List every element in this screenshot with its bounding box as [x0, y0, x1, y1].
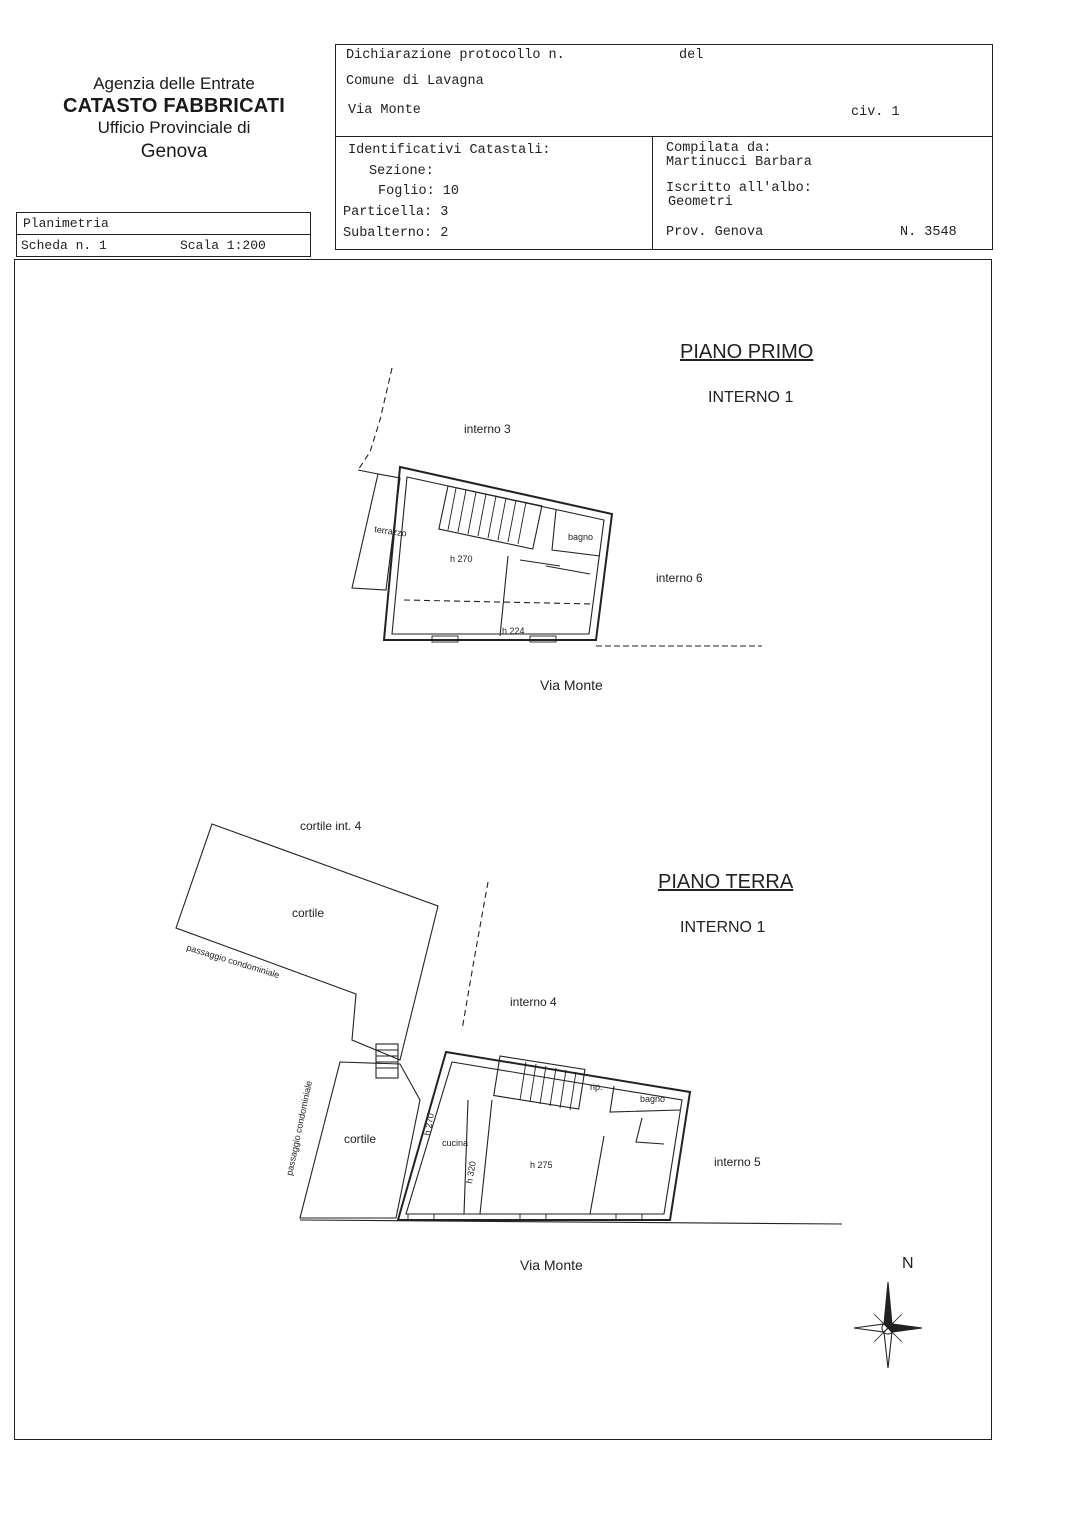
surveyor-name: Martinucci Barbara	[666, 155, 812, 170]
agency-name: Agenzia delle Entrate	[93, 74, 255, 93]
parcel-field: Particella: 3	[343, 205, 449, 220]
subunit-field: Subalterno: 2	[343, 226, 449, 241]
neighbor-unit-6: interno 6	[656, 571, 703, 585]
shared-passage-label: passaggio condominiale	[185, 942, 281, 981]
bathroom-wall	[636, 1118, 664, 1144]
municipality: Comune di Lavagna	[346, 74, 484, 89]
kitchen-wall	[480, 1100, 492, 1214]
partition-wall	[546, 566, 590, 574]
street-address: Via Monte	[348, 103, 421, 118]
terrace-label: terrazzo	[373, 524, 408, 539]
bathroom-label: bagno	[568, 532, 594, 542]
corridor-wall	[464, 1100, 468, 1214]
first-floor-plan	[352, 368, 762, 646]
office-city: Genova	[140, 140, 208, 162]
ground-floor-title: PIANO TERRA	[658, 871, 794, 893]
ceiling-change-line	[404, 600, 594, 604]
neighbor-unit-3: interno 3	[464, 422, 511, 436]
first-floor-street: Via Monte	[540, 677, 603, 693]
small-stair-steps	[376, 1050, 398, 1068]
courtyard-upper-outline	[176, 824, 438, 1060]
height-label-main: h 270	[450, 554, 473, 564]
first-floor-inner-wall	[392, 477, 604, 634]
protocol-label: Dichiarazione protocollo n.	[346, 48, 565, 63]
boundary-line	[358, 470, 378, 474]
neighbor-unit-5: interno 5	[714, 1155, 761, 1169]
kitchen-label: cucina	[442, 1138, 469, 1148]
scale-label: Scala 1:200	[180, 238, 266, 253]
office-label: Ufficio Provinciale di	[97, 118, 251, 138]
height-label-corridor: h 270	[422, 1112, 436, 1137]
small-stair	[376, 1044, 398, 1078]
boundary-line-dashed	[358, 368, 392, 470]
cadastral-ids-title: Identificativi Catastali:	[348, 143, 551, 158]
stair-steps	[448, 488, 526, 544]
register-label: Iscritto all'albo:	[666, 181, 812, 196]
compiled-by-label: Compilata da:	[666, 141, 772, 156]
neighbor-unit-4: interno 4	[510, 995, 557, 1009]
scheda-number: Scheda n. 1	[21, 238, 107, 253]
height-label-kitchen: h 320	[464, 1160, 478, 1185]
section-field: Sezione:	[369, 164, 434, 179]
boundary-line-dashed	[462, 882, 488, 1030]
planimetria-label: Planimetria	[23, 216, 109, 231]
first-floor-title: PIANO PRIMO	[680, 341, 814, 363]
catasto-title: CATASTO FABBRICATI	[62, 95, 286, 118]
height-label-room: h 275	[530, 1160, 553, 1170]
province-label: Prov. Genova	[666, 225, 764, 240]
ground-floor-street: Via Monte	[520, 1257, 583, 1273]
north-arrow-icon	[854, 1282, 922, 1368]
register-number: N. 3548	[900, 225, 957, 240]
date-label: del	[679, 48, 704, 63]
shared-passage-label-2: passaggio condominiale	[284, 1079, 315, 1177]
ground-floor-unit: INTERNO 1	[680, 919, 766, 936]
bathroom-label: bagno	[640, 1094, 666, 1104]
civic-number: civ. 1	[851, 105, 900, 120]
height-label-secondary: h 224	[502, 626, 525, 636]
courtyard-lower-label: cortile	[344, 1132, 377, 1146]
register-value: Geometri	[668, 195, 733, 210]
room-wall	[590, 1136, 604, 1214]
partition-wall	[520, 560, 560, 566]
sheet-field: Foglio: 10	[378, 184, 460, 199]
courtyard-int4-label: cortile int. 4	[300, 819, 362, 833]
north-label: N	[902, 1255, 914, 1272]
storage-label: rip.	[590, 1082, 603, 1092]
partition-wall	[500, 556, 508, 636]
first-floor-unit: INTERNO 1	[708, 389, 794, 406]
courtyard-upper-label: cortile	[292, 906, 325, 920]
